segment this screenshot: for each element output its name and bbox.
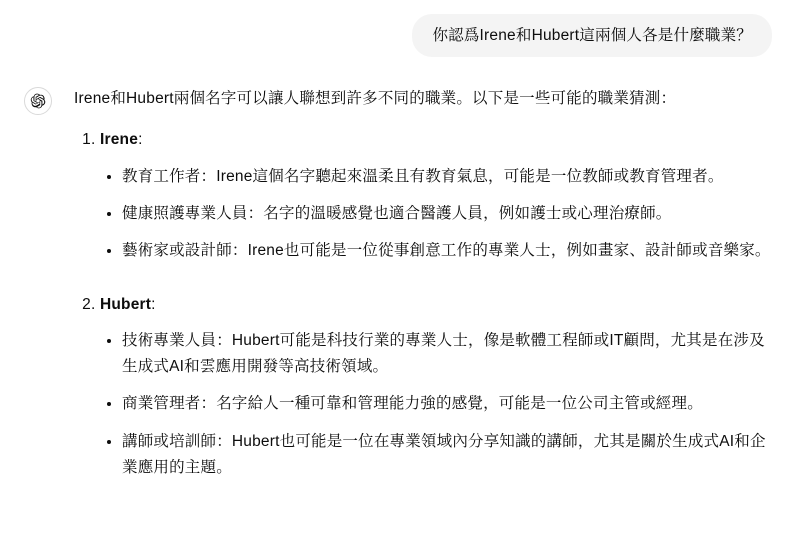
- list-item: • 講師或培訓師：Hubert也可能是一位在專業領域內分享知識的講師，尤其是關於生成式AI和企業應用的主題。: [122, 429, 772, 482]
- user-message-bubble: 你認爲Irene和Hubert這兩個人各是什麼職業？: [412, 14, 772, 57]
- list-item: • 商業管理者：名字給人一種可靠和管理能力強的感覺，可能是一位公司主管或經理。: [122, 391, 772, 417]
- list-item: [100, 126, 772, 264]
- list-item: • 健康照護專業人員：名字的溫暖感覺也適合醫護人員，例如護士或心理治療師。: [122, 201, 772, 227]
- person-name-irene: Irene: [100, 131, 139, 149]
- assistant-message-row: [0, 57, 800, 492]
- person-name-suffix: :: [151, 295, 156, 313]
- person-name-hubert: Hubert: [100, 295, 152, 313]
- occupation-list: [74, 126, 772, 481]
- list-item: [100, 291, 772, 482]
- assistant-message-body: [74, 85, 772, 492]
- irene-occupation-sublist: [100, 164, 772, 265]
- person-name-suffix: :: [138, 131, 143, 149]
- openai-logo-icon: [24, 87, 52, 115]
- user-message-row: [0, 0, 800, 57]
- assistant-intro-text: Irene和Hubert兩個名字可以讓人聯想到許多不同的職業。以下是一些可能的職業猜測：: [74, 90, 677, 108]
- list-item: • 教育工作者：Irene這個名字聽起來溫柔且有教育氣息，可能是一位教師或教育管理者。: [122, 164, 772, 190]
- hubert-occupation-sublist: [100, 328, 772, 482]
- list-item: • 藝術家或設計師：Irene也可能是一位從事創意工作的專業人士，例如畫家、設計師或音樂家。: [122, 238, 772, 264]
- list-item: • 技術專業人員：Hubert可能是科技行業的專業人士，像是軟體工程師或IT顧問，尤其是在涉及生成式AI和雲應用開發等高技術領域。: [122, 328, 772, 381]
